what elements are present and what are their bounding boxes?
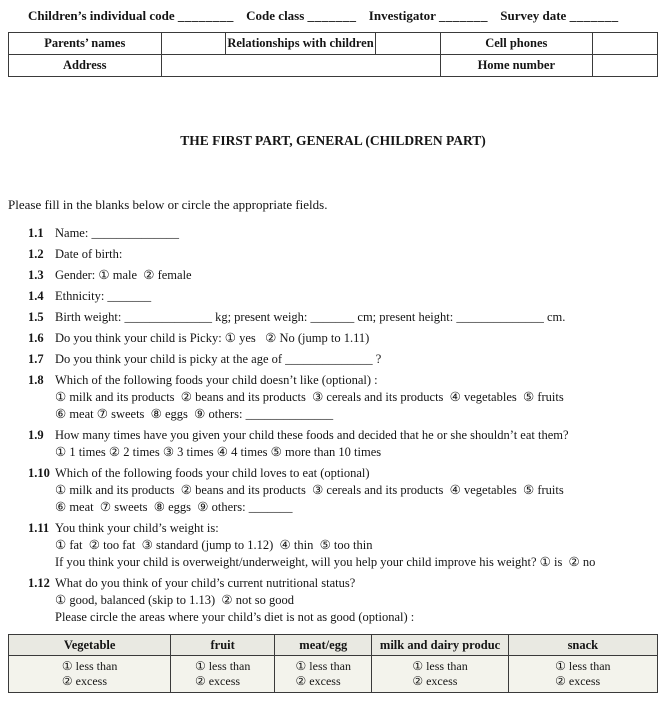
question-body	[55, 427, 658, 461]
cell-options	[62, 659, 117, 689]
question-body	[55, 575, 658, 626]
address-label: Address	[9, 55, 162, 77]
question-text: Date of birth:	[55, 247, 123, 261]
field-investigator	[369, 8, 488, 23]
table-cell-fruit	[171, 656, 275, 693]
question-number: 1.12	[28, 576, 50, 590]
question-1-1	[28, 225, 658, 242]
blank-line: _______	[438, 8, 488, 23]
field-individual-code	[28, 8, 234, 23]
home-number-label: Home number	[440, 55, 593, 77]
answer-options: ① milk and its products ② beans and its products ③ cereals and its products ④ vegetables ⑤ fruits	[55, 390, 564, 404]
question-body	[55, 288, 658, 305]
question-number: 1.10	[28, 466, 50, 480]
blank-line: _______	[307, 8, 357, 23]
column-header-vegetable: Vegetable	[9, 635, 171, 656]
column-header-meat-egg: meat/egg	[275, 635, 372, 656]
question-body	[55, 372, 658, 423]
question-text: Which of the following foods your child loves to eat (optional)	[55, 466, 370, 480]
question-body	[55, 246, 658, 263]
cell-options	[412, 659, 467, 689]
table-header-row	[9, 635, 658, 656]
option-less-than: ① less than	[412, 659, 468, 673]
cell-options	[296, 659, 351, 689]
questions-list	[8, 225, 658, 626]
contact-info-table	[8, 32, 658, 77]
option-excess: ② excess	[555, 674, 601, 688]
cell-phones-label: Cell phones	[440, 33, 593, 55]
answer-options: ⑥ meat ⑦ sweets ⑧ eggs ⑨ others: ______________	[55, 407, 334, 421]
question-number: 1.1	[28, 226, 44, 240]
question-number: 1.4	[28, 289, 44, 303]
question-body	[55, 330, 658, 347]
option-less-than: ① less than	[194, 659, 251, 673]
question-number: 1.6	[28, 331, 44, 345]
answer-options: ① fat ② too fat ③ standard (jump to 1.12) ④ thin ⑤ too thin	[55, 538, 373, 552]
table-cell-vegetable	[9, 656, 171, 693]
table-row	[9, 33, 658, 55]
cell-options	[555, 659, 610, 689]
instructions-text: Please fill in the blanks below or circle the appropriate fields.	[8, 197, 328, 212]
question-body	[55, 351, 658, 368]
blank-line: ________	[177, 8, 234, 23]
diet-areas-table	[8, 634, 658, 693]
question-1-9	[28, 427, 658, 461]
field-label: Code class	[246, 8, 305, 23]
option-less-than: ① less than	[295, 659, 351, 673]
question-text: How many times have you given your child these foods and decided that he or she shouldn’t eat them?	[55, 428, 569, 442]
question-1-5	[28, 309, 658, 326]
option-excess: ② excess	[295, 674, 341, 688]
field-label: Children’s individual code	[28, 8, 175, 23]
answer-options: ① milk and its products ② beans and its products ③ cereals and its products ④ vegetables ⑤ fruits	[55, 483, 564, 497]
blank-line: _______	[569, 8, 619, 23]
option-excess: ② excess	[61, 674, 107, 688]
question-text: Gender: ① male ② female	[55, 268, 192, 282]
home-number-value-cell	[593, 55, 658, 77]
cell-options	[195, 659, 250, 689]
question-body	[55, 309, 658, 326]
question-number: 1.7	[28, 352, 44, 366]
address-value-cell	[161, 55, 440, 77]
question-number: 1.8	[28, 373, 44, 387]
answer-options: ⑥ meat ⑦ sweets ⑧ eggs ⑨ others: _______	[55, 500, 293, 514]
table-cell-meat-egg	[275, 656, 372, 693]
question-1-4	[28, 288, 658, 305]
question-text: Do you think your child is Picky: ① yes ② No (jump to 1.11)	[55, 331, 370, 345]
question-body	[55, 465, 658, 516]
field-label: Investigator	[368, 8, 436, 23]
question-text: Please circle the areas where your child’s diet is not as good (optional) :	[55, 610, 415, 624]
question-1-6	[28, 330, 658, 347]
document-header-line	[8, 8, 658, 24]
column-header-fruit: fruit	[171, 635, 275, 656]
answer-options: ① 1 times ② 2 times ③ 3 times ④ 4 times ⑤ more than 10 times	[55, 445, 382, 459]
option-less-than: ① less than	[555, 659, 611, 673]
question-number: 1.2	[28, 247, 44, 261]
question-text: Birth weight: ______________ kg; present weigh: _______ cm; present height: ______________ cm.	[55, 310, 566, 324]
question-1-12	[28, 575, 658, 626]
question-number: 1.5	[28, 310, 44, 324]
question-text: If you think your child is overweight/underweight, will you help your child improve his weight? ① is ② no	[55, 555, 596, 569]
relationships-label: Relationships with children	[226, 33, 375, 55]
question-text: Name: ______________	[55, 226, 179, 240]
question-text: Do you think your child is picky at the age of ______________ ?	[55, 352, 382, 366]
cell-phones-value-cell	[593, 33, 658, 55]
question-text: Ethnicity: _______	[55, 289, 152, 303]
field-code-class	[246, 8, 356, 23]
relationships-value-cell	[375, 33, 440, 55]
question-1-7	[28, 351, 658, 368]
question-1-8	[28, 372, 658, 423]
question-number: 1.9	[28, 428, 44, 442]
question-body	[55, 267, 658, 284]
table-row	[9, 55, 658, 77]
parents-names-value-cell	[161, 33, 226, 55]
question-body	[55, 225, 658, 242]
question-1-2	[28, 246, 658, 263]
question-body	[55, 520, 658, 571]
field-label: Survey date	[500, 8, 567, 23]
table-cell-snack	[508, 656, 657, 693]
question-text: You think your child’s weight is:	[55, 521, 219, 535]
section-title: THE FIRST PART, GENERAL (CHILDREN PART)	[180, 133, 486, 148]
column-header-snack: snack	[508, 635, 657, 656]
option-excess: ② excess	[412, 674, 458, 688]
question-1-3	[28, 267, 658, 284]
table-row	[9, 656, 658, 693]
answer-options: ① good, balanced (skip to 1.13) ② not so good	[55, 593, 295, 607]
parents-names-label: Parents’ names	[9, 33, 162, 55]
column-header-milk-dairy: milk and dairy produc	[372, 635, 508, 656]
question-1-11	[28, 520, 658, 571]
question-number: 1.3	[28, 268, 44, 282]
question-text: What do you think of your child’s current nutritional status?	[55, 576, 356, 590]
table-cell-milk-dairy	[372, 656, 508, 693]
question-text: Which of the following foods your child doesn’t like (optional) :	[55, 373, 378, 387]
option-excess: ② excess	[194, 674, 241, 688]
option-less-than: ① less than	[61, 659, 118, 673]
question-1-10	[28, 465, 658, 516]
field-survey-date	[500, 8, 618, 23]
question-number: 1.11	[28, 521, 50, 535]
